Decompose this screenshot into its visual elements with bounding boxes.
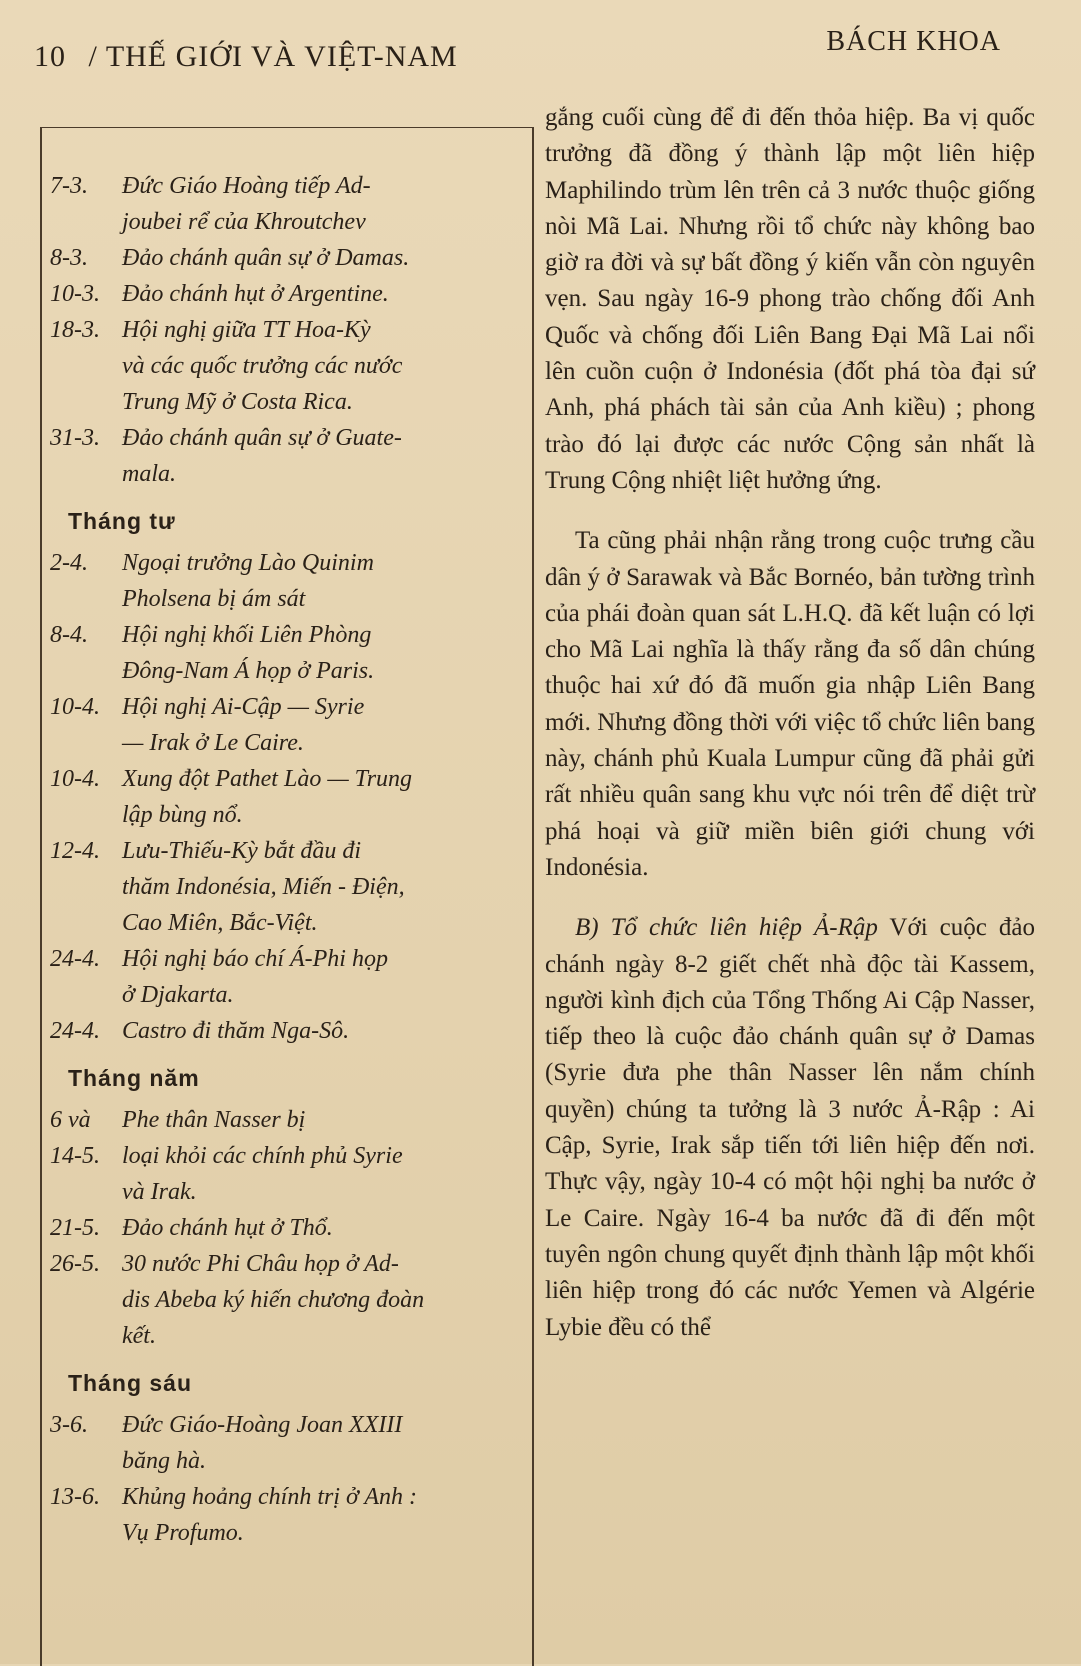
entry-text bbox=[122, 1013, 502, 1049]
entry-line: thăm Indonésia, Miến - Điện, bbox=[122, 874, 405, 900]
entry-date: 6 và 14-5. bbox=[50, 1107, 100, 1169]
chronology-entry bbox=[50, 240, 520, 276]
chronology-entry bbox=[50, 1479, 520, 1551]
entry-line: Đảo chánh quân sự ở Damas. bbox=[122, 245, 410, 271]
entry-date: 10-4. bbox=[50, 694, 100, 720]
chronology-box bbox=[40, 127, 534, 1666]
entry-text bbox=[122, 761, 502, 833]
entry-line: Pholsena bị ám sát bbox=[122, 586, 306, 612]
chronology-entry bbox=[50, 276, 520, 312]
publication-name: BÁCH KHOA bbox=[826, 26, 1001, 57]
entry-line: Đảo chánh quân sự ở Guate- bbox=[122, 425, 402, 451]
entry-line: Phe thân Nasser bị bbox=[122, 1107, 306, 1133]
page-number: 10 bbox=[34, 40, 66, 73]
chronology-entry bbox=[50, 689, 520, 761]
entry-line: Cao Miên, Bắc-Việt. bbox=[122, 910, 318, 936]
entry-text bbox=[122, 1210, 502, 1246]
entry-date: 12-4. bbox=[50, 838, 100, 864]
chronology-entry bbox=[50, 761, 520, 833]
chronology-entry bbox=[50, 420, 520, 492]
entry-line: Đức Giáo-Hoàng Joan XXIII bbox=[122, 1412, 403, 1438]
chronology-entry bbox=[50, 545, 520, 617]
entry-text bbox=[122, 420, 502, 492]
entry-text bbox=[122, 312, 502, 420]
entry-text bbox=[122, 617, 502, 689]
entry-line: Hội nghị giữa TT Hoa-Kỳ bbox=[122, 317, 371, 343]
article-paragraph: Ta cũng phải nhận rằng trong cuộc trưng cầu dân ý ở Sarawak và Bắc Bornéo, bản tường trình của phái đoàn quan sát L.H.Q. đã kết luận có lợi cho Mã Lai nghĩa là thấy rằng đa số dân chúng thuộc hai xứ đó đã muốn gia nhập Liên Bang mới. Nhưng đồng thời với việc tổ chức liên bang này, chánh phủ Kuala Lumpur cũng đã phải gửi rất nhiều quân sang khu vực nói trên để diệt trừ phá hoại và giữ miền biên giới chung với Indonésia. bbox=[545, 527, 1035, 881]
month-heading: Tháng sáu bbox=[68, 1370, 193, 1396]
entry-text bbox=[122, 1479, 502, 1551]
paragraph-text: Với cuộc đảo chánh ngày 8-2 giết chết nhà độc tài Kassem, người kình địch của Tổng Thống Ai Cập Nasser, tiếp theo là cuộc đảo chánh quân sự ở Damas (Syrie đưa phe thân Nasser lên nắm chính quyền) chúng ta tưởng là 3 nước Ả-Rập : Ai Cập, Syrie, Irak sắp tiến tới liên hiệp đến nơi. Thực vậy, ngày 10-4 có một hội nghị ba nước ở Le Caire. Ngày 16-4 ba nước đã đi đến một tuyên ngôn chung quyết định thành lập một khối liên hiệp trong đó các nước Yemen và Algérie Lybie đều có thể bbox=[545, 914, 1035, 1341]
article-paragraph: gắng cuối cùng để đi đến thỏa hiệp. Ba vị quốc trưởng đã đồng ý thành lập một liên hiệp Maphilindo trùm lên trên cả 3 nước thuộc giống nòi Mã Lai. Nhưng rồi tổ chức này không bao giờ ra đời và sự bất đồng ý kiến vẫn còn nguyên vẹn. Sau ngày 16-9 phong trào chống đối Anh Quốc và chống đối Liên Bang Đại Mã Lai nổi lên cuồn cuộn ở Indonésia (đốt phá tòa đại sứ Anh, phá phách tài sản của Anh kiều) ; phong trào đó lại được các nước Cộng sản nhất là Trung Cộng nhiệt liệt hưởng ứng. bbox=[545, 104, 1035, 494]
chronology-entry bbox=[50, 617, 520, 689]
chronology-entry bbox=[50, 1013, 520, 1049]
entry-line: kết. bbox=[122, 1323, 156, 1349]
entry-line: dis Abeba ký hiến chương đoàn bbox=[122, 1287, 425, 1313]
entry-line: Castro đi thăm Nga-Sô. bbox=[122, 1018, 350, 1044]
entry-line: và các quốc trưởng các nước bbox=[122, 353, 403, 379]
chronology-entry bbox=[50, 941, 520, 1013]
entry-date: 10-4. bbox=[50, 766, 100, 792]
entry-line: Hội nghị Ai-Cập — Syrie bbox=[122, 694, 365, 720]
entry-date: 21-5. bbox=[50, 1215, 100, 1241]
entry-date: 2-4. bbox=[50, 550, 88, 576]
entry-line: lập bùng nổ. bbox=[122, 802, 243, 828]
entry-line: Vụ Profumo. bbox=[122, 1520, 244, 1546]
entry-line: joubei rể của Khroutchev bbox=[122, 209, 366, 235]
entry-date: 3-6. bbox=[50, 1412, 88, 1438]
chronology-entry bbox=[50, 1210, 520, 1246]
entry-date: 10-3. bbox=[50, 281, 100, 307]
chronology-entry bbox=[50, 168, 520, 240]
chronology-entry bbox=[50, 1102, 520, 1210]
entry-text bbox=[122, 240, 502, 276]
section-heading: B) Tổ chức liên hiệp Ả-Rập bbox=[575, 914, 878, 942]
running-header bbox=[34, 40, 458, 74]
entry-line: Ngoại trưởng Lào Quinim bbox=[122, 550, 374, 576]
chronology-entry bbox=[50, 1407, 520, 1479]
entry-text bbox=[122, 941, 502, 1013]
entry-line: 30 nước Phi Châu họp ở Ad- bbox=[122, 1251, 399, 1277]
entry-text bbox=[122, 168, 502, 240]
entry-text bbox=[122, 1246, 502, 1354]
entry-line: Hội nghị báo chí Á-Phi họp bbox=[122, 946, 388, 972]
entry-text bbox=[122, 689, 502, 761]
article-paragraph bbox=[545, 910, 1035, 1346]
month-heading: Tháng năm bbox=[68, 1065, 200, 1091]
entry-text bbox=[122, 545, 502, 617]
entry-line: Khủng hoảng chính trị ở Anh : bbox=[122, 1484, 418, 1510]
entry-text bbox=[122, 1102, 502, 1210]
entry-date: 7-3. bbox=[50, 173, 88, 199]
entry-line: Đông-Nam Á họp ở Paris. bbox=[122, 658, 375, 684]
entry-line: Đảo chánh hụt ở Thổ. bbox=[122, 1215, 333, 1241]
entry-line: Đảo chánh hụt ở Argentine. bbox=[122, 281, 389, 307]
entry-line: Hội nghị khối Liên Phòng bbox=[122, 622, 372, 648]
entry-line: Trung Mỹ ở Costa Rica. bbox=[122, 389, 353, 415]
entry-text bbox=[122, 1407, 502, 1479]
chronology-entry bbox=[50, 1246, 520, 1354]
entry-date: 24-4. bbox=[50, 1018, 100, 1044]
entry-line: — Irak ở Le Caire. bbox=[122, 730, 304, 756]
entry-line: Lưu-Thiếu-Kỳ bắt đầu đi bbox=[122, 838, 362, 864]
article-column bbox=[545, 100, 1035, 1346]
header-separator: / bbox=[88, 40, 98, 73]
entry-date: 13-6. bbox=[50, 1484, 100, 1510]
section-title: THẾ GIỚI VÀ VIỆT-NAM bbox=[105, 40, 458, 73]
entry-date: 26-5. bbox=[50, 1251, 100, 1277]
chronology-entry bbox=[50, 833, 520, 941]
entry-date: 24-4. bbox=[50, 946, 100, 972]
chronology-entry bbox=[50, 312, 520, 420]
entry-date: 8-4. bbox=[50, 622, 88, 648]
entry-date: 8-3. bbox=[50, 245, 88, 271]
entry-date: 18-3. bbox=[50, 317, 100, 343]
entry-line: Đức Giáo Hoàng tiếp Ad- bbox=[122, 173, 371, 199]
entry-line: loại khỏi các chính phủ Syrie bbox=[122, 1143, 403, 1169]
entry-date: 31-3. bbox=[50, 425, 100, 451]
entry-text bbox=[122, 276, 502, 312]
entry-line: ở Djakarta. bbox=[122, 982, 234, 1008]
entry-text bbox=[122, 833, 502, 941]
entry-line: băng hà. bbox=[122, 1448, 206, 1474]
entry-line: mala. bbox=[122, 461, 176, 487]
chronology-list bbox=[50, 168, 520, 1551]
month-heading: Tháng tư bbox=[68, 508, 176, 534]
entry-line: và Irak. bbox=[122, 1179, 197, 1205]
entry-line: Xung đột Pathet Lào — Trung bbox=[122, 766, 413, 792]
